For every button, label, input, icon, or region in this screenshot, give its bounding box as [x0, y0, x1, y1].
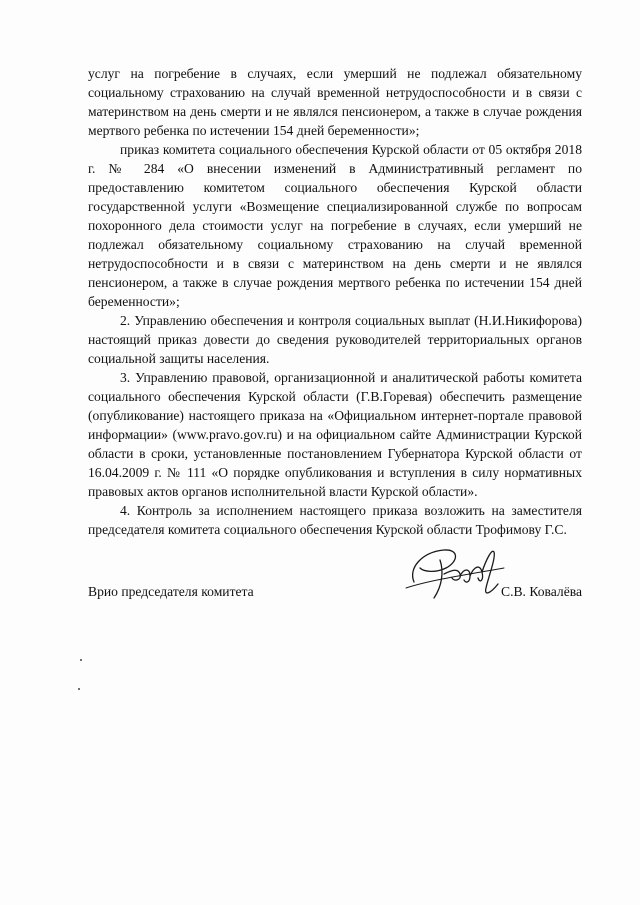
scan-speck	[80, 659, 82, 661]
handwritten-signature	[400, 538, 510, 608]
paragraph-order-reference: приказ комитета социального обеспечения Курской области от 05 октября 2018 г. № 284 «О внесении изменений в Административный регламент по предоставлению комитетом социального обеспечения Курской области государственной услуги «Возмещение специализированной службе по вопросам похоронного дела стоимости услуг на погребение в случаях, если умерший не подлежал обязательному социальному страхованию на случай временной нетрудоспособности и в связи с материнством на день смерти и не являлся пенсионером, а также в случае рождения мертвого ребенка по истечении 154 дней беременности»;	[88, 142, 582, 309]
paragraph-continuation: услуг на погребение в случаях, если умерший не подлежал обязательному социальному страхованию на случай временной нетрудоспособности и в связи с материнством на день смерти и не являлся пенсионером, а также в случае рождения мертвого ребенка по истечении 154 дней беременности»;	[88, 66, 582, 138]
document-body	[88, 64, 582, 539]
paragraph-item-4: 4. Контроль за исполнением настоящего приказа возложить на заместителя председателя комитета социального обеспечения Курской области Трофимову Г.С.	[88, 503, 582, 537]
paragraph-item-2: 2. Управлению обеспечения и контроля социальных выплат (Н.И.Никифорова) настоящий приказ довести до сведения руководителей территориальных органов социальной защиты населения.	[88, 313, 582, 366]
signatory-position: Врио председателя комитета	[88, 584, 254, 599]
signatory-name: С.В. Ковалёва	[501, 584, 582, 599]
scan-speck	[78, 688, 80, 690]
paragraph-item-3: 3. Управлению правовой, организационной и аналитической работы комитета социального обеспечения Курской области (Г.В.Горевая) обеспечить размещение (опубликование) настоящего приказа на «Официальном интернет-портале правовой информации» (www.pravo.gov.ru) и на официальном сайте Администрации Курской области в сроки, установленные постановлением Губернатора Курской области от 16.04.2009 г. № 111 «О порядке опубликования и вступления в силу нормативных правовых актов органов исполнительной власти Курской области».	[88, 370, 582, 499]
